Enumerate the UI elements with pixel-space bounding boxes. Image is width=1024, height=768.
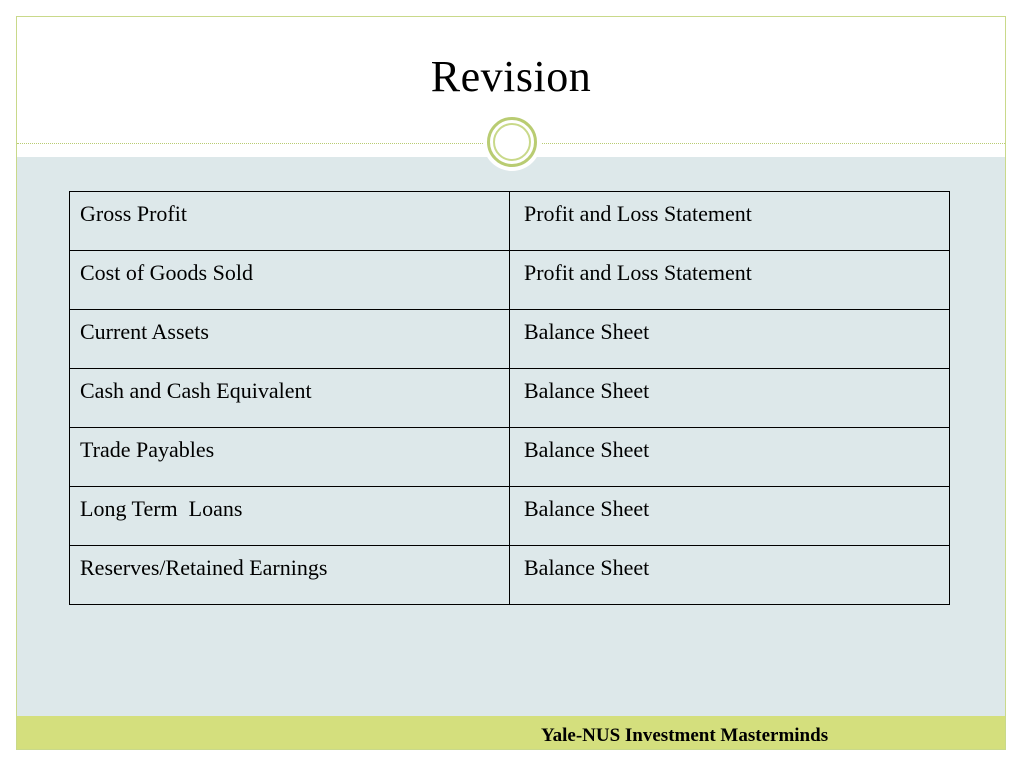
revision-table-wrapper [69, 191, 950, 605]
footer-bar [17, 716, 1005, 749]
table-row [70, 192, 950, 251]
footer-text: Yale-NUS Investment Masterminds [541, 725, 829, 746]
statement-cell: Balance Sheet [510, 546, 950, 605]
slide-title: Revision [430, 52, 592, 101]
term-cell: Reserves/Retained Earnings [70, 546, 510, 605]
table-row [70, 251, 950, 310]
statement-cell: Balance Sheet [510, 369, 950, 428]
term-cell: Current Assets [70, 310, 510, 369]
table-row [70, 310, 950, 369]
term-cell: Trade Payables [70, 428, 510, 487]
term-cell: Long Term Loans [70, 487, 510, 546]
table-row [70, 546, 950, 605]
table-row [70, 369, 950, 428]
statement-cell: Balance Sheet [510, 487, 950, 546]
statement-cell: Balance Sheet [510, 310, 950, 369]
slide-frame [16, 16, 1006, 750]
term-cell: Cash and Cash Equivalent [70, 369, 510, 428]
statement-cell: Balance Sheet [510, 428, 950, 487]
term-cell: Gross Profit [70, 192, 510, 251]
circle-ornament-inner [493, 123, 531, 161]
statement-cell: Profit and Loss Statement [510, 192, 950, 251]
table-row [70, 428, 950, 487]
revision-table [69, 191, 950, 605]
statement-cell: Profit and Loss Statement [510, 251, 950, 310]
table-row [70, 487, 950, 546]
term-cell: Cost of Goods Sold [70, 251, 510, 310]
